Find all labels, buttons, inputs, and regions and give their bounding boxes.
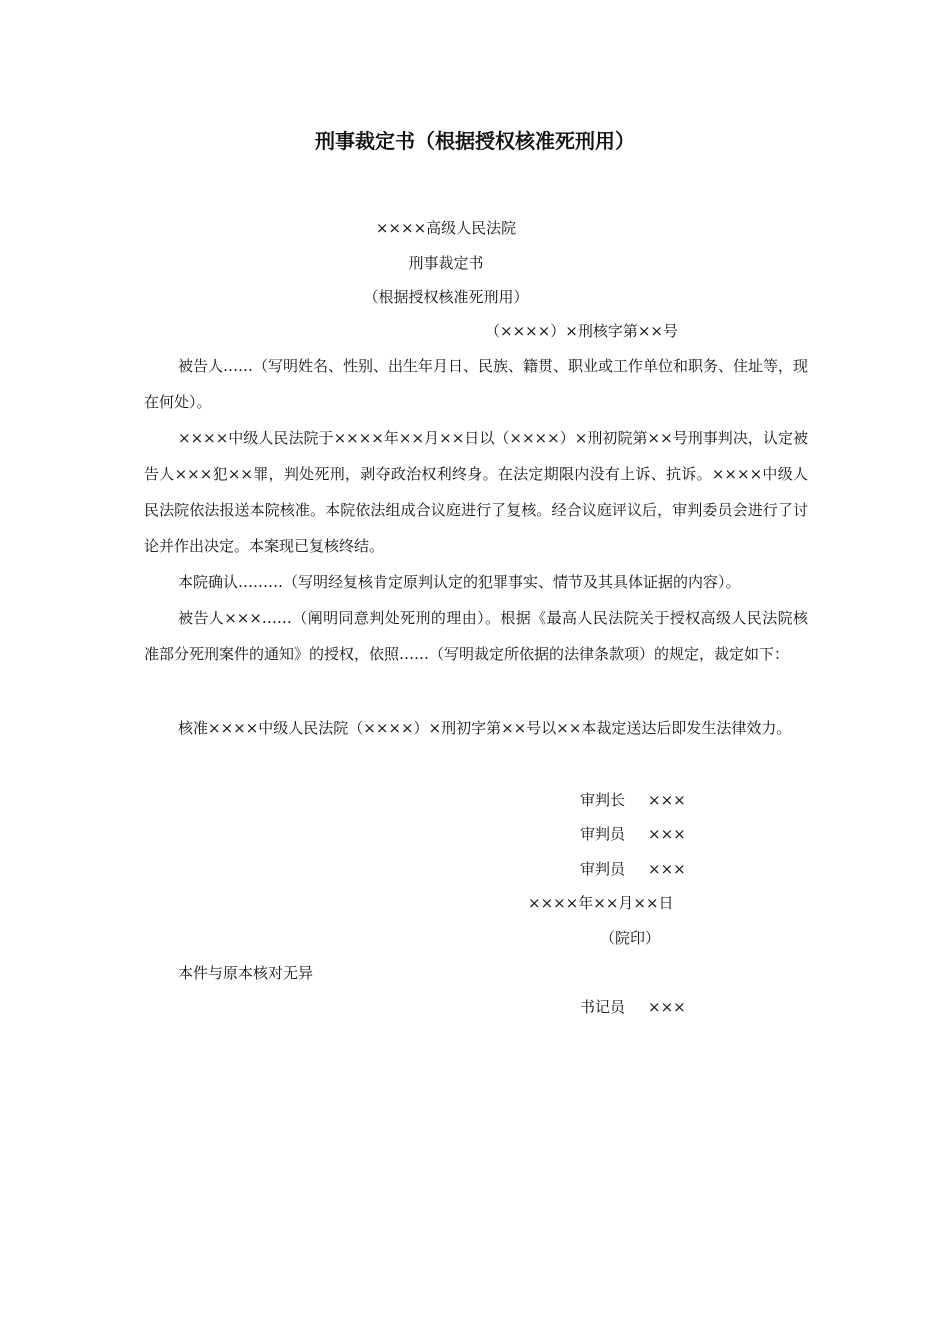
document-subtitle: （根据授权核准死刑用）: [363, 288, 529, 306]
signature-name: ×××: [648, 998, 686, 1016]
defendant-paragraph: 被告人……（写明姓名、性别、出生年月日、民族、籍贯、职业或工作单位和职务、住址等，现在何处）。: [144, 357, 809, 411]
court-seal: （院印）: [600, 929, 661, 947]
signature-role: 审判长: [580, 791, 626, 809]
verification-note: 本件与原本核对无异: [178, 964, 314, 982]
signature-judge-2: [580, 857, 686, 881]
signature-name: ×××: [648, 791, 686, 809]
signature-clerk: [580, 995, 686, 1019]
document-type: 刑事裁定书: [408, 254, 484, 272]
signature-judge-1: [580, 822, 686, 846]
facts-paragraph: 本院确认………（写明经复核肯定原判认定的犯罪事实、情节及其具体证据的内容）。: [178, 573, 741, 591]
case-number: （××××）×刑核字第××号: [485, 322, 678, 340]
procedure-paragraph: ××××中级人民法院于××××年××月××日以（××××）×刑初院第××号刑事判决，认定被告人×××犯××罪，判处死刑，剥夺政治权利终身。在法定期限内没有上诉、抗诉。××××中级人民法院依法报送本院核准。本院依法组成合议庭进行了复核。经合议庭评议后，审判委员会进行了讨论并作出决定。本案现已复核终结。: [144, 429, 808, 555]
signature-role: 书记员: [580, 998, 626, 1016]
signature-presiding-judge: [580, 788, 686, 812]
signature-name: ×××: [648, 860, 686, 878]
document-title: 刑事裁定书（根据授权核准死刑用）: [315, 129, 635, 153]
signature-role: 审判员: [580, 825, 626, 843]
ruling-paragraph: 核准××××中级人民法院（××××）×刑初字第××号以××本裁定送达后即发生法律效力。: [178, 719, 792, 737]
signature-role: 审判员: [580, 860, 626, 878]
signature-name: ×××: [648, 825, 686, 843]
reasoning-paragraph: 被告人×××……（阐明同意判处死刑的理由）。根据《最高人民法院关于授权高级人民法院核准部分死刑案件的通知》的授权，依照……（写明裁定所依据的法律条款项）的规定，裁定如下：: [144, 609, 808, 663]
ruling-date: ××××年××月××日: [528, 894, 674, 912]
court-name: ××××高级人民法院: [375, 219, 517, 237]
